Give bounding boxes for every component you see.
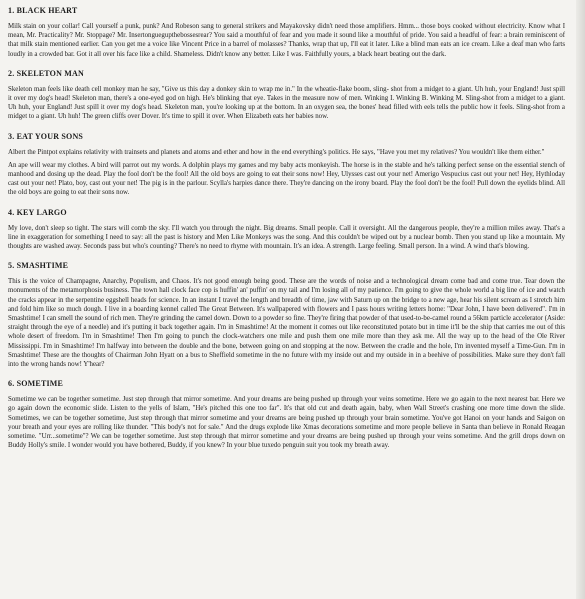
section-title: 6. SOMETIME xyxy=(8,379,64,389)
lyric-section xyxy=(8,69,565,122)
lyric-paragraph: An ape will wear my clothes. A bird will parrot out my words. A dolphin plays my games and my baby acts monkeyish. The horse is in the stable and he's talking perfect sense on the essential stench of manhood and dosing up the dead. Play the fool don't be the fool! All the old boys are going to eat their sons now! Hey, Ulysses cast out your net! Amerigo Vespucius cast out your net! Hey, Hythloday cast out your net! Plato, boy, cast out your net! The pig is in the parlour. Scylla's harpies dance there. They're dancing on the irony board. Play the fool don't be the fool! Pull down the eyelids blind. All the old boys are going to eat their sons now. xyxy=(8,161,565,197)
lyric-section xyxy=(8,261,565,369)
section-title: 3. EAT YOUR SONS xyxy=(8,131,84,141)
lyric-paragraph: Skeleton man feels like death cell monkey man he say, "Give us this day a donkey skin to wrap me in." In the wheatie-flake boom, sling- shot from a midget to a giant. Uh huh, your England! Just spill it over my dog's head! Skeleton man, there's a one-eyed god on high. He's blinking that eye. Takes in the measure now of men. Winking I. Winking B. Winking M. Sling-shot from a midget to a giant. Uh huh, your England! Just spill it over my dog's head. Skeleton man, you're looking up at the bottom. In an oxygen sea, the bones' head filled with eels tells the public how it feels. Sling-shot from a midget to a giant. Uh huh! The green cliffs over Dover. It's time to spill it over. When Elizabeth eats her babies now. xyxy=(8,85,565,121)
lyric-section xyxy=(8,208,565,252)
lyrics-sections xyxy=(8,6,565,451)
lyric-paragraph: Milk stain on your collar! Call yourself a punk, punk? And Robeson sang to general strikers and Mayakovsky didn't need those amplifiers. Hmm... those boys cooked without electricity. Know what I mean, Mr. Practicality? Mr. Stoppage? Mr. Insertonguegupthebossesrear? You said a mouthful of fear and you made it sound like a mouthful of pride. You said a headful of fear: a brain reminiscent of that milk stain mentioned earlier. Can you get me a voice like Vincent Price in a barrel of molasses? Thanks, wrap that up, I'll eat it later. Like a blind man eats an ice cream. Like a deaf man who farts loudly in a crowded bar. Got it all over his face like a child. Shameless. Didn't know any better. Like I was. Faithfully yours, a black heart beating out the dark. xyxy=(8,23,565,58)
lyric-section xyxy=(8,379,565,450)
page-edge-shadow xyxy=(576,0,585,599)
section-title: 2. SKELETON MAN xyxy=(8,68,84,78)
section-title: 1. BLACK HEART xyxy=(8,6,78,15)
lyric-section xyxy=(8,6,565,59)
lyric-paragraph: My love, don't sleep so tight. The stars will comb the sky. I'll watch you through the night. Big dreams. Small people. Call it oversight. All the dangerous people, they're a million miles away. That's a line in exaggeration for something I need to say: all the past is history and Men Like Monkeys was the song. And this couldn't be wiped out by a nuclear bomb. Then you stand up like a mountain. My thoughts are washed away. Seconds pass but who's counting? There's no need to rhyme with mountain. It's an idea. A strength. Large feeling. Small person. In a wind. A wind that's blowing. xyxy=(8,224,565,251)
lyric-paragraph: This is the voice of Champagne, Anarchy, Populism, and Chaos. It's not good enough being good. These are the words of noise and a technological dream come bad and come true. Tear down the monuments of the metamorphosis business. The town hall clock face cop is huffin' an' puffin' on my tail and I'm losing all of my patience. I'm going to give the whole world a big line of ice and watch the cracks appear in the serpentine eggshell heads for science. In an instant I travel the length and breadth of time, jaw with Saturn up on the bridge to a new age, hear his silent scream as I stretch him and fold him like so much dough. I live in a boarding kennel called The Great Between. It's wallpapered with flowers and I pass hours writing letters home: "Dear John, I have been delivered". I'm in Smashtime! I can smell the sound of rich men. They're grinding the camel down. Down to a powder so fine. They're firing that powder of that used-to-be-camel round a 56km particle accelerator (Aside: straight through the eye of a needle) and it's putting it back together again. I'm in Smashtime! At the moment it comes out like reconstituted potato but in time it'll be the ship that carries me out of this whole desert of freedom. I'm in Smashtime! Then I'm going to punch the clock-watchers one mile and push them one mile more than they ask me. All the way up to the head of the Ole River Mississippi. I'm in Smashtime! I'm halfway into between the double and the bone, between going on and stopping at the now. Between the cradle and the hole, I'm invented myself a Time-Gun. I'm in Smashtime! These are the thoughts of Chairman John Hyatt on a bus to Sheffield sometime in the no future with my inside out and my outside in in a beehive of possibilities. Make sure they don't fall into the wrong hands now! Y'hear? xyxy=(8,278,565,369)
lyric-paragraph: Sometime we can be together sometime. Just step through that mirror sometime. And your dreams are being pushed up through your veins sometime. Here we go again to the next nearest bar. Here we go again down the economic slide. Listen to the yells of Islam, "He's pitched this one too far". It's that old cut and death again, baby, when Wall Street's crashing one more time down the slide. Sometimes, we can be together sometime, Just step through that mirror sometime and your dreams are being pushed up through your brain sometime. You've got Hanoi on your hands and Saigon on your breath and your eyes are rolling like thunder. "This body's not for sale." And the drugs explode like Xmas decorations sometime and more people believe in Santa than believe in Ronald Reagan sometime. "Urr...sometime"? We can be together sometime. Just step through that mirror sometime and your dreams are being pushed up through your veins sometime. And the grill drops down on Buddy Holly's smile. I wonder would you have bothered, Buddy, if you knew? In your blue tuxedo penguin suit you took my breath away. xyxy=(8,396,565,450)
section-title: 5. SMASHTIME xyxy=(8,261,69,271)
section-title: 4. KEY LARGO xyxy=(8,207,67,217)
lyric-paragraph: Albert the Pintpot explains relativity with trainsets and planets and atoms and ether and how in the end everything's politics. He says, "Have you met my relatives? You wouldn't like them either." xyxy=(8,148,545,156)
lyric-section xyxy=(8,132,565,198)
